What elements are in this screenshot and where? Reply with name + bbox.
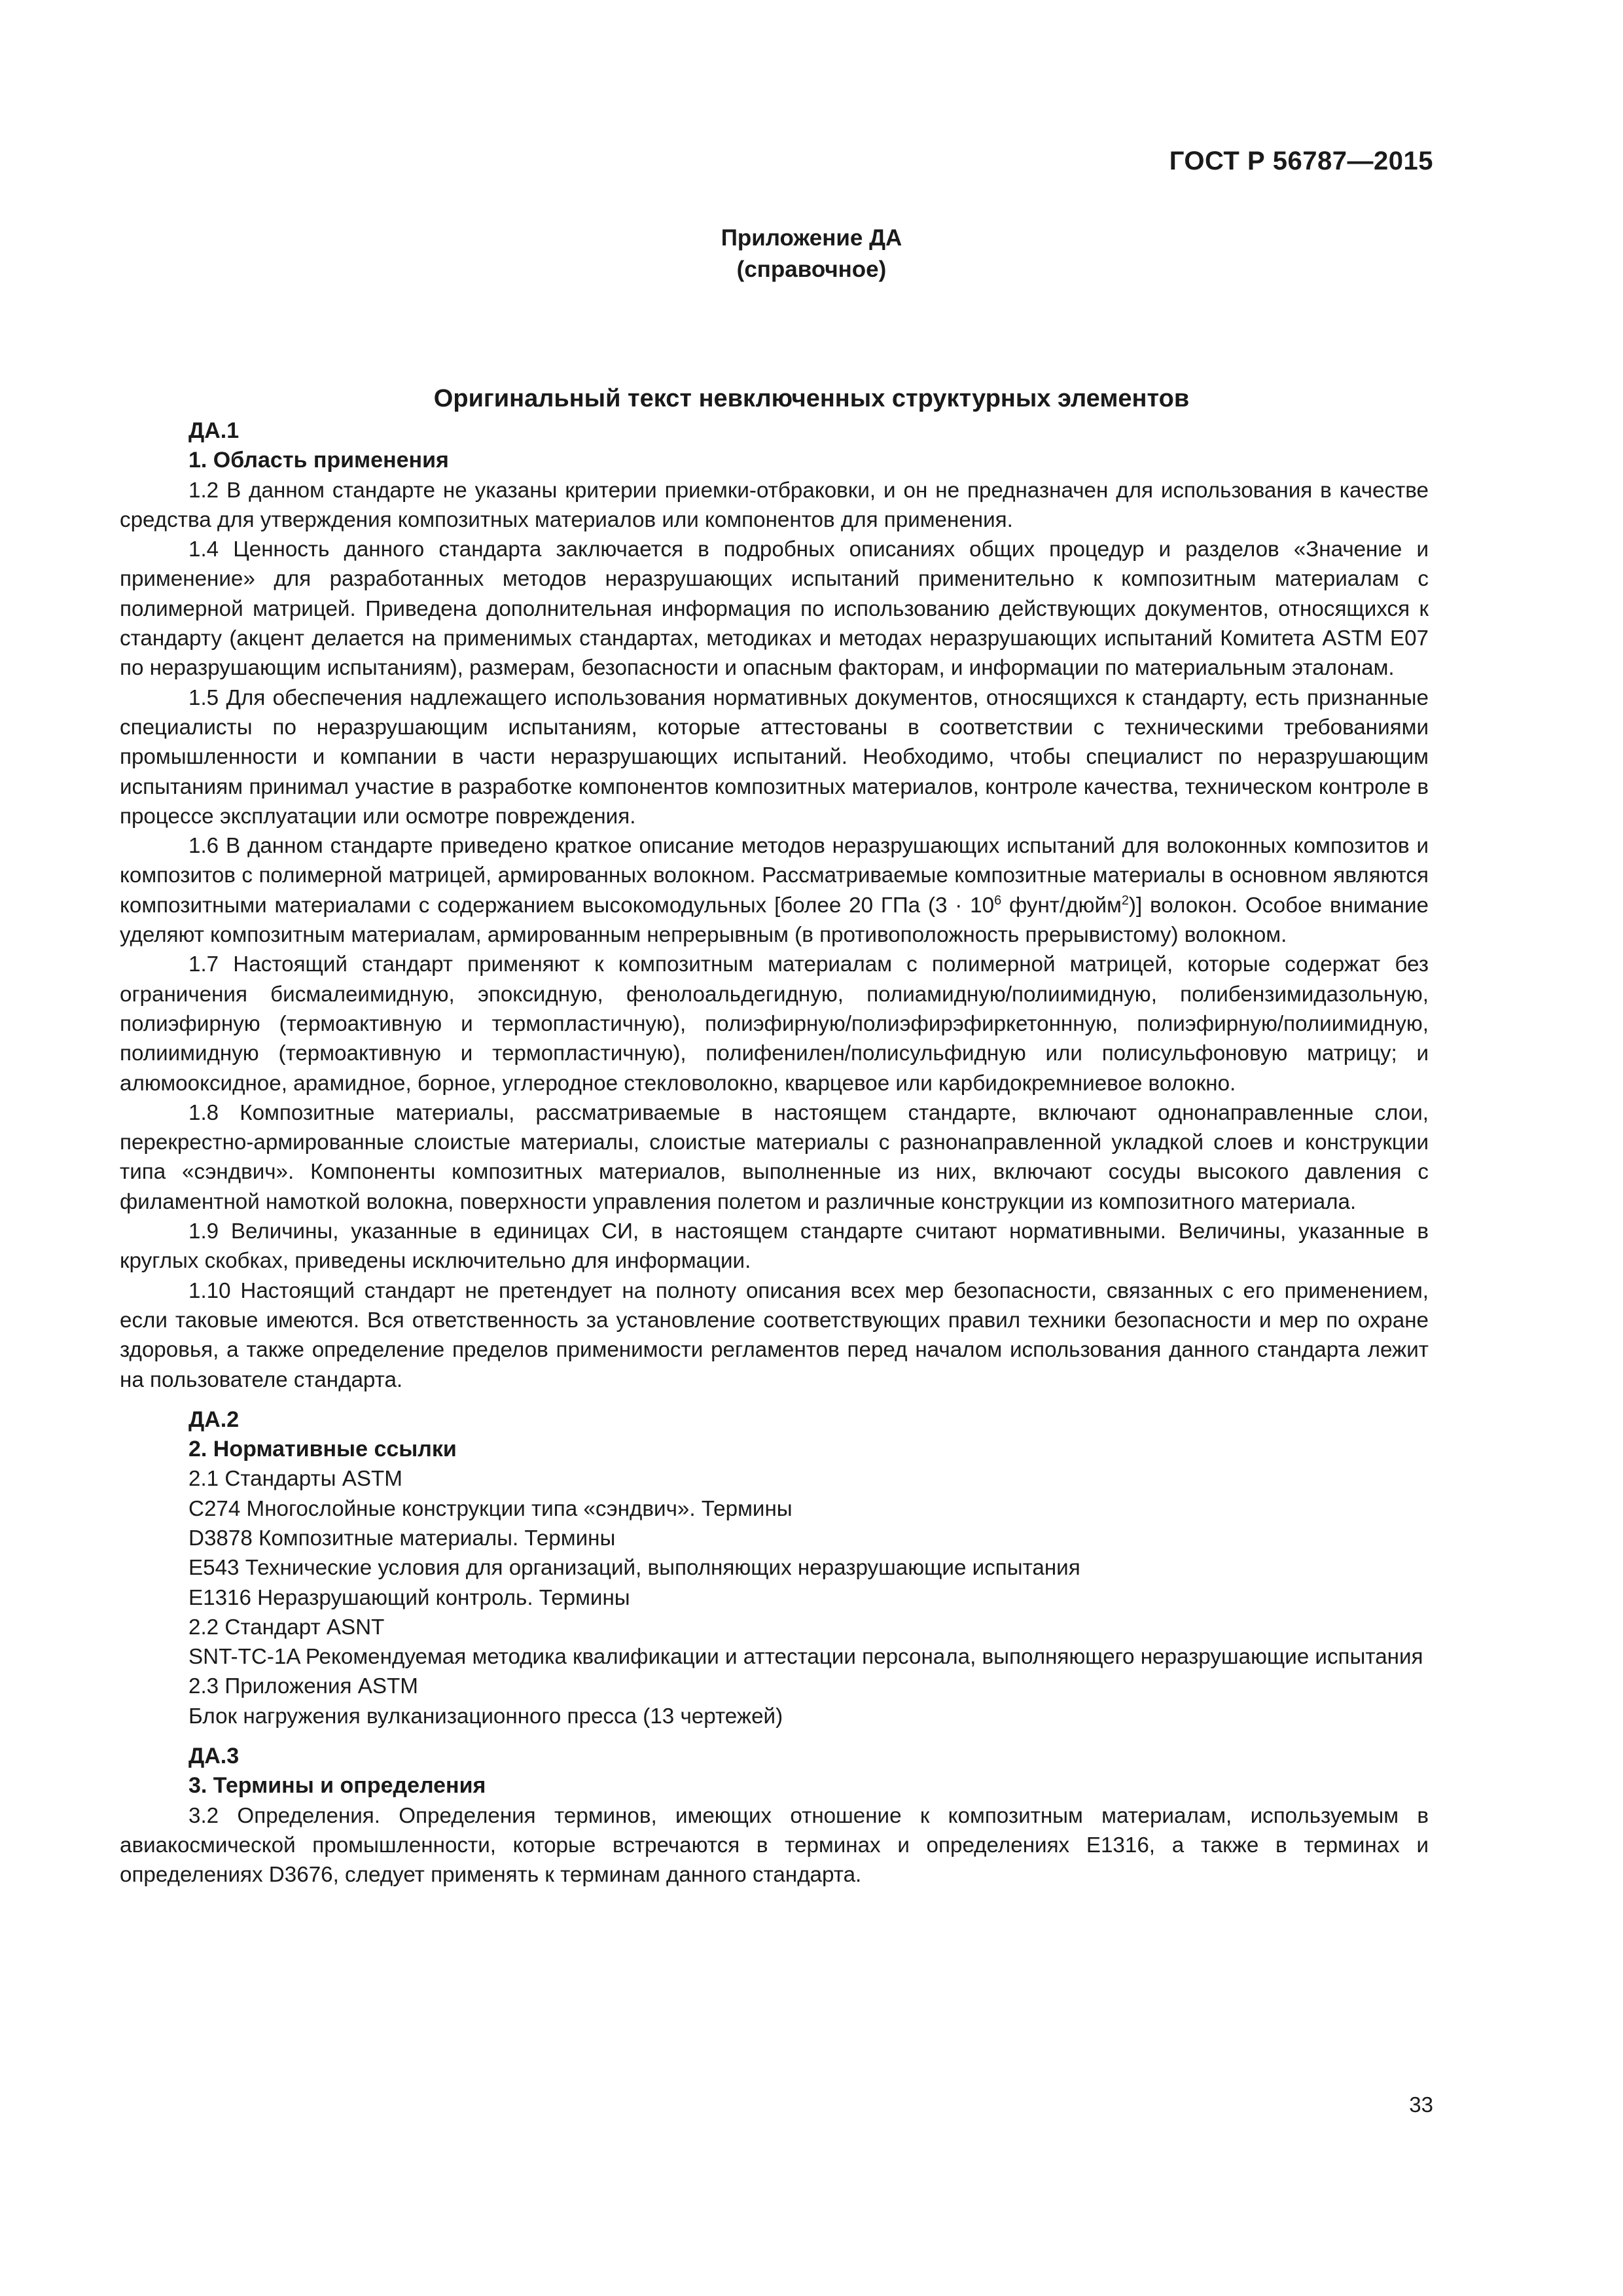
paragraph-1-9: 1.9 Величины, указанные в единицах СИ, в настоящем стандарте считают нормативными. Величины, указанные в круглых скобках, приведены исключительно для информации.	[120, 1219, 1429, 1274]
paragraph-1-6-part-b: фунт/дюйм	[1001, 893, 1122, 918]
reference-line: Блок нагружения вулканизационного пресса (13 чертежей)	[188, 1704, 783, 1729]
reference-line: E543 Технические условия для организаций, выполняющих неразрушающие испытания	[188, 1556, 1080, 1581]
reference-line: 2.1 Стандарты ASTM	[188, 1467, 402, 1492]
superscript-6: 6	[994, 893, 1002, 908]
section-title: 3. Термины и определения	[188, 1773, 486, 1799]
paragraph-1-6-part-a: 1.6 В данном стандарте приведено краткое описание методов неразрушающих испытаний для волоконных композитов и композитов с полимерной матрицей, армированных волокном. Рассматриваемые композитные материалы в основном являются композитными материалами с содержанием высокомодульных [более 20 ГПа (3 · 10	[120, 834, 1429, 918]
paragraph-1-10: 1.10 Настоящий стандарт не претендует на полноту описания всех мер безопасности, связанных с его применением, если таковые имеются. Вся ответственность за установление соответствующих правил техники безопасности и мер по охране здоровья, а также определение пределов применимости регламентов перед началом использования данного стандарта лежит на пользователе стандарта.	[120, 1278, 1429, 1392]
reference-line: D3878 Композитные материалы. Термины	[188, 1526, 616, 1551]
paragraph-1-8: 1.8 Композитные материалы, рассматриваемые в настоящем стандарте, включают однонаправленные слои, перекрестно-армированные слоистые материалы, слоистые материалы с разнонаправленной укладкой слоев и конструкции типа «сэндвич». Компоненты композитных материалов, выполненные из них, включают сосуды высокого давления с филаментной намоткой волокна, поверхности управления полетом и различные конструкции из композитного материала.	[120, 1100, 1429, 1214]
document-code: ГОСТ Р 56787—2015	[1169, 147, 1433, 175]
appendix-title: Приложение ДА	[721, 225, 902, 251]
page-number: 33	[1409, 2092, 1433, 2117]
superscript-2: 2	[1121, 893, 1129, 908]
paragraph-1-2: 1.2 В данном стандарте не указаны критерии приемки-отбраковки, и он не предназначен для использования в качестве средства для утверждения композитных материалов или компонентов для применения.	[120, 478, 1429, 532]
section-code: ДА.1	[188, 418, 240, 443]
appendix-heading	[0, 223, 1623, 285]
paragraph-1-5: 1.5 Для обеспечения надлежащего использования нормативных документов, относящихся к стандарту, есть признанные специалисты по неразрушающим испытаниям, которые аттестованы в соответствии с техническими требованиями промышленности и компании в части неразрушающих испытаний. Необходимо, чтобы специалист по неразрушающим испытаниям принимал участие в разработке компонентов композитных материалов, контроле качества, техническом контроле в процессе эксплуатации или осмотре повреждения.	[120, 685, 1429, 829]
paragraph-1-7: 1.7 Настоящий стандарт применяют к композитным материалам с полимерной матрицей, которые содержат без ограничения бисмалеимидную, эпоксидную, фенолоальдегидную, полиамидную/полиимидную, полибензимидазольную, полиэфирную (термоактивную и термопластичную), полиэфирную/полиэфирэфиркетоннную, полиэфирную/полиимидную, полиимидную (термоактивную и термопластичную), полифенилен/полисульфидную или полисульфоновую матрицу; и алюмооксидное, арамидное, борное, углеродное стекловолокно, кварцевое или карбидокремниевое волокно.	[120, 952, 1429, 1096]
section-title: 1. Область применения	[188, 448, 449, 473]
reference-line: C274 Многослойные конструкции типа «сэндвич». Термины	[188, 1496, 793, 1521]
reference-snt: SNT-TC-1A Рекомендуемая методика квалификации и аттестации персонала, выполняющего неразрушающие испытания	[188, 1645, 1423, 1670]
appendix-subtitle: (справочное)	[736, 257, 887, 282]
section-title: 2. Нормативные ссылки	[188, 1437, 457, 1462]
section-code: ДА.2	[188, 1407, 240, 1432]
paragraph-1-6	[120, 831, 1429, 950]
reference-line: E1316 Неразрушающий контроль. Термины	[188, 1585, 630, 1610]
paragraph-1-6-part-c: )] волокон. Особое внимание уделяют композитным материалам, армированным непрерывным (в противоположность прерывистому) волокном.	[120, 893, 1429, 948]
main-title: Оригинальный текст невключенных структурных элементов	[433, 385, 1190, 412]
reference-line: 2.2 Стандарт ASNT	[188, 1615, 385, 1640]
paragraph-3-2: 3.2 Определения. Определения терминов, имеющих отношение к композитным материалам, используемым в авиакосмической промышленности, которые встречаются в терминах и определениях E1316, а также в терминах и определениях D3676, следует применять к терминам данного стандарта.	[120, 1803, 1429, 1888]
paragraph-1-4: 1.4 Ценность данного стандарта заключается в подробных описаниях общих процедур и разделов «Значение и применение» для разработанных методов неразрушающих испытаний применительно к композитным материалам с полимерной матрицей. Приведена дополнительная информация по использованию действующих документов, относящихся к стандарту (акцент делается на применимых стандартах, методиках и методах неразрушающих испытаний Комитета ASTM E07 по неразрушающим испытаниям), размерам, безопасности и опасным факторам, и информации по материальным эталонам.	[120, 537, 1429, 681]
document-body	[120, 416, 1429, 1890]
section-code: ДА.3	[188, 1744, 240, 1769]
reference-line: 2.3 Приложения ASTM	[188, 1674, 418, 1699]
